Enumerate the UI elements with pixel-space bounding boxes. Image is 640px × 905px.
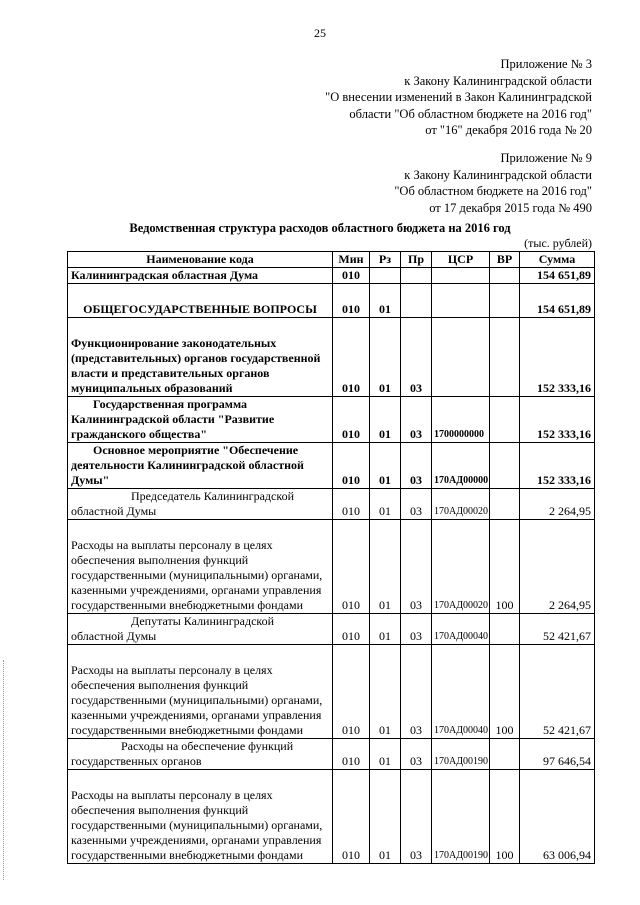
row-rz: 01 — [370, 739, 401, 770]
row-csr: 170АД00000 — [432, 443, 490, 489]
budget-table — [67, 251, 595, 864]
row-vr: 100 — [490, 645, 520, 739]
table-row — [68, 739, 595, 770]
row-sum: 152 333,16 — [520, 443, 595, 489]
row-min: 010 — [333, 739, 370, 770]
row-csr: 170АД00020 — [432, 520, 490, 614]
row-pr: 03 — [401, 739, 432, 770]
row-min: 010 — [333, 489, 370, 520]
table-row — [68, 645, 595, 739]
appendix-line: Приложение № 3 — [500, 57, 592, 71]
row-pr: 03 — [401, 770, 432, 864]
row-rz: 01 — [370, 397, 401, 443]
row-min: 010 — [333, 268, 370, 284]
row-vr — [490, 614, 520, 645]
row-name: Государственная программа Калининградской области "Развитие гражданского общества" — [68, 397, 333, 443]
row-pr — [401, 268, 432, 284]
row-min: 010 — [333, 520, 370, 614]
row-name — [68, 284, 333, 318]
col-header-sum: Сумма — [520, 252, 595, 268]
appendix-line: области "Об областном бюджете на 2016 год" — [349, 106, 592, 121]
appendix-old-header — [394, 150, 592, 216]
appendix-line: от "16" декабря 2016 года № 20 — [425, 123, 592, 137]
row-name: Основное мероприятие "Обеспечение деятельности Калининградской областной Думы" — [68, 443, 333, 489]
row-rz: 01 — [370, 645, 401, 739]
row-name — [68, 520, 333, 614]
appendix-line: "Об областном бюджете на 2016 год" — [394, 184, 592, 198]
col-header-csr: ЦСР — [432, 252, 490, 268]
appendix-line: к Закону Калининградской области — [404, 167, 592, 182]
row-min: 010 — [333, 645, 370, 739]
row-pr: 03 — [401, 397, 432, 443]
row-vr — [490, 284, 520, 318]
row-rz: 01 — [370, 318, 401, 397]
row-vr: 100 — [490, 520, 520, 614]
row-name: Депутаты Калининградской областной Думы — [68, 614, 333, 645]
page-number: 25 — [314, 26, 326, 40]
row-name: Председатель Калининградской областной Думы — [68, 489, 333, 520]
row-csr — [432, 284, 490, 318]
row-csr: 170АД00040 — [432, 614, 490, 645]
row-vr — [490, 489, 520, 520]
row-sum: 154 651,89 — [520, 284, 595, 318]
row-name-text: Расходы на выплаты персоналу в целях обеспечения выполнения функций государственными (муниципальными) органами, казенными учреждениями, органами управления государственными внебюджетными фондами — [71, 788, 323, 862]
row-pr: 03 — [401, 443, 432, 489]
row-pr: 03 — [401, 520, 432, 614]
row-sum: 154 651,89 — [520, 268, 595, 284]
row-pr: 03 — [401, 645, 432, 739]
col-header-pr: Пр — [401, 252, 432, 268]
row-sum: 152 333,16 — [520, 318, 595, 397]
row-rz: 01 — [370, 443, 401, 489]
row-name — [68, 770, 333, 864]
unit-label: (тыс. рублей) — [524, 236, 592, 250]
table-row — [68, 268, 595, 284]
row-vr — [490, 268, 520, 284]
appendix-new-header — [325, 56, 592, 139]
row-vr — [490, 739, 520, 770]
table-row — [68, 443, 595, 489]
row-pr: 03 — [401, 489, 432, 520]
row-rz: 01 — [370, 770, 401, 864]
table-row — [68, 520, 595, 614]
row-sum: 97 646,54 — [520, 739, 595, 770]
col-header-vr: ВР — [490, 252, 520, 268]
row-name — [68, 318, 333, 397]
col-header-min: Мин — [333, 252, 370, 268]
row-min: 010 — [333, 318, 370, 397]
row-name: Калининградская областная Дума — [68, 268, 333, 284]
row-csr: 170АД00190 — [432, 739, 490, 770]
row-csr: 170АД00190 — [432, 770, 490, 864]
row-sum: 2 264,95 — [520, 520, 595, 614]
table-header-row — [68, 252, 595, 268]
row-rz: 01 — [370, 489, 401, 520]
row-vr — [490, 318, 520, 397]
appendix-line: от 17 декабря 2015 года № 490 — [429, 200, 592, 215]
row-csr — [432, 268, 490, 284]
row-sum: 52 421,67 — [520, 614, 595, 645]
row-csr: 170АД00020 — [432, 489, 490, 520]
row-csr — [432, 318, 490, 397]
row-vr — [490, 397, 520, 443]
row-pr: 03 — [401, 614, 432, 645]
row-min: 010 — [333, 284, 370, 318]
row-min: 010 — [333, 443, 370, 489]
table-row — [68, 489, 595, 520]
row-min: 010 — [333, 614, 370, 645]
row-name-text: Функционирование законодательных (представительных) органов государственной власти и представительных органов муниципальных образований — [71, 336, 321, 395]
row-rz: 01 — [370, 284, 401, 318]
row-sum: 52 421,67 — [520, 645, 595, 739]
table-row — [68, 284, 595, 318]
row-name-text: Расходы на выплаты персоналу в целях обеспечения выполнения функций государственными (муниципальными) органами, казенными учреждениями, органами управления государственными внебюджетными фондами — [71, 538, 323, 612]
appendix-line: "О внесении изменений в Закон Калининградской — [325, 90, 592, 104]
row-sum: 152 333,16 — [520, 397, 595, 443]
scan-margin-mark — [3, 660, 5, 880]
row-name-text: Расходы на выплаты персоналу в целях обеспечения выполнения функций государственными (муниципальными) органами, казенными учреждениями, органами управления государственными внебюджетными фондами — [71, 663, 323, 737]
row-min: 010 — [333, 770, 370, 864]
row-rz: 01 — [370, 614, 401, 645]
row-name-text: ОБЩЕГОСУДАРСТВЕННЫЕ ВОПРОСЫ — [83, 302, 317, 316]
row-min: 010 — [333, 397, 370, 443]
table-row — [68, 397, 595, 443]
row-pr: 03 — [401, 318, 432, 397]
row-csr: 1700000000 — [432, 397, 490, 443]
row-vr: 100 — [490, 770, 520, 864]
table-row — [68, 614, 595, 645]
table-row — [68, 318, 595, 397]
row-name — [68, 645, 333, 739]
table-row — [68, 770, 595, 864]
row-pr — [401, 284, 432, 318]
col-header-rz: Рз — [370, 252, 401, 268]
row-rz: 01 — [370, 520, 401, 614]
appendix-line: к Закону Калининградской области — [404, 73, 592, 88]
appendix-line: Приложение № 9 — [500, 151, 592, 165]
row-csr: 170АД00040 — [432, 645, 490, 739]
row-sum: 2 264,95 — [520, 489, 595, 520]
row-vr — [490, 443, 520, 489]
row-name: Расходы на обеспечение функций государственных органов — [68, 739, 333, 770]
col-header-name: Наименование кода — [68, 252, 333, 268]
row-sum: 63 006,94 — [520, 770, 595, 864]
document-title: Ведомственная структура расходов областного бюджета на 2016 год — [129, 221, 511, 235]
row-rz — [370, 268, 401, 284]
